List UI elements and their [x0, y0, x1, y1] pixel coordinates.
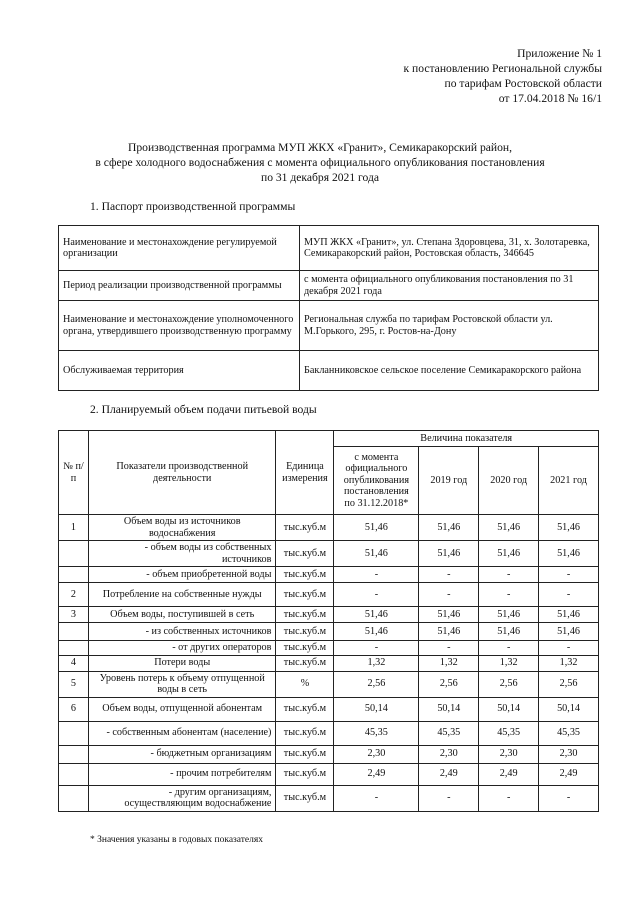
row-value: 45,35	[479, 721, 539, 745]
appendix-line-4: от 17.04.2018 № 16/1	[498, 92, 602, 105]
row-value: 51,46	[479, 607, 539, 623]
passport-table	[58, 225, 599, 391]
table-row	[59, 745, 599, 763]
row-num	[59, 567, 89, 583]
passport-row	[59, 351, 599, 391]
row-value: 2,30	[419, 745, 479, 763]
row-value: -	[419, 785, 479, 811]
row-value: 51,46	[419, 515, 479, 541]
row-indicator: Объем воды, поступившей в сеть	[88, 607, 276, 623]
row-value: -	[479, 567, 539, 583]
row-value: 1,32	[479, 655, 539, 671]
row-value: 51,46	[334, 541, 419, 567]
row-value: 51,46	[539, 607, 599, 623]
title-line-3: по 31 декабря 2021 года	[260, 171, 380, 184]
row-value: -	[419, 583, 479, 607]
header-col-2019: 2019 год	[419, 447, 479, 515]
row-num: 4	[59, 655, 89, 671]
row-value: 51,46	[419, 541, 479, 567]
row-num	[59, 641, 89, 656]
row-value: -	[419, 567, 479, 583]
passport-label: Наименование и местонахождение регулируемой организации	[59, 226, 300, 271]
row-unit: тыс.куб.м	[276, 583, 334, 607]
row-value: 51,46	[419, 623, 479, 641]
table-row	[59, 641, 599, 656]
table-row	[59, 763, 599, 785]
row-value: -	[419, 641, 479, 656]
row-value: 2,30	[334, 745, 419, 763]
appendix-line-2: к постановлению Региональной службы	[403, 62, 602, 75]
passport-value: МУП ЖКХ «Гранит», ул. Степана Здоровцева, 31, х. Золотаревка, Семикаракорский район, Ростовская область, 346645	[300, 226, 599, 271]
row-indicator: - объем приобретенной воды	[88, 567, 276, 583]
passport-value: Бакланниковское сельское поселение Семикаракорского района	[300, 351, 599, 391]
row-indicator: - бюджетным организациям	[88, 745, 276, 763]
title-line-1: Производственная программа МУП ЖКХ «Гранит», Семикаракорский район,	[127, 141, 513, 154]
table-row	[59, 541, 599, 567]
row-indicator: - объем воды из собственных источников	[88, 541, 276, 567]
row-num: 5	[59, 671, 89, 697]
row-value: 51,46	[479, 623, 539, 641]
row-value: 51,46	[539, 515, 599, 541]
row-unit: тыс.куб.м	[276, 623, 334, 641]
row-value: 50,14	[479, 697, 539, 721]
row-unit: тыс.куб.м	[276, 541, 334, 567]
table-row	[59, 515, 599, 541]
row-indicator: - прочим потребителям	[88, 763, 276, 785]
appendix-line-1: Приложение № 1	[517, 47, 602, 60]
passport-row	[59, 301, 599, 351]
header-col-2021: 2021 год	[539, 447, 599, 515]
row-value: 51,46	[334, 607, 419, 623]
table-row	[59, 567, 599, 583]
row-value: 2,30	[479, 745, 539, 763]
row-indicator: Объем воды из источников водоснабжения	[88, 515, 276, 541]
row-value: 51,46	[539, 541, 599, 567]
passport-label: Обслуживаемая территория	[59, 351, 300, 391]
row-indicator: Потребление на собственные нужды	[88, 583, 276, 607]
row-indicator: - от других операторов	[88, 641, 276, 656]
row-num: 2	[59, 583, 89, 607]
row-indicator: - собственным абонентам (население)	[88, 721, 276, 745]
row-unit: тыс.куб.м	[276, 607, 334, 623]
title-line-2: в сфере холодного водоснабжения с момента официального опубликования постановления	[95, 156, 545, 169]
row-num: 3	[59, 607, 89, 623]
passport-value: Региональная служба по тарифам Ростовской области ул. М.Горького, 295, г. Ростов-на-Дону	[300, 301, 599, 351]
row-value: -	[479, 641, 539, 656]
header-col-2020: 2020 год	[479, 447, 539, 515]
passport-label: Наименование и местонахождение уполномоченного органа, утвердившего производственную программу	[59, 301, 300, 351]
passport-row	[59, 226, 599, 271]
row-value: 2,49	[479, 763, 539, 785]
row-unit: тыс.куб.м	[276, 763, 334, 785]
row-value: 1,32	[419, 655, 479, 671]
row-value: -	[539, 567, 599, 583]
section-1-heading: 1. Паспорт производственной программы	[90, 200, 296, 213]
row-num: 6	[59, 697, 89, 721]
row-value: -	[334, 567, 419, 583]
row-indicator: - из собственных источников	[88, 623, 276, 641]
header-row-1	[59, 431, 599, 447]
row-value: -	[334, 583, 419, 607]
row-value: -	[539, 583, 599, 607]
table-row	[59, 671, 599, 697]
row-value: 51,46	[334, 623, 419, 641]
row-indicator: Потери воды	[88, 655, 276, 671]
header-indicator: Показатели производственной деятельности	[88, 431, 276, 515]
passport-value: с момента официального опубликования постановления по 31 декабря 2021 года	[300, 271, 599, 301]
row-unit: тыс.куб.м	[276, 515, 334, 541]
table-row	[59, 721, 599, 745]
row-num	[59, 623, 89, 641]
row-value: 51,46	[479, 515, 539, 541]
row-value: 2,56	[539, 671, 599, 697]
row-num: 1	[59, 515, 89, 541]
table-row	[59, 607, 599, 623]
row-value: 2,49	[539, 763, 599, 785]
table-body	[59, 515, 599, 812]
row-indicator: - другим организациям, осуществляющим водоснабжение	[88, 785, 276, 811]
row-value: 50,14	[539, 697, 599, 721]
passport-label: Период реализации производственной программы	[59, 271, 300, 301]
row-indicator: Уровень потерь к объему отпущенной воды в сеть	[88, 671, 276, 697]
row-indicator: Объем воды, отпущенной абонентам	[88, 697, 276, 721]
row-value: 50,14	[419, 697, 479, 721]
row-value: 2,49	[334, 763, 419, 785]
document-title	[40, 140, 600, 185]
row-value: 2,56	[419, 671, 479, 697]
row-unit: тыс.куб.м	[276, 641, 334, 656]
row-value: 45,35	[419, 721, 479, 745]
appendix-reference	[404, 46, 603, 106]
row-unit: тыс.куб.м	[276, 697, 334, 721]
table-row	[59, 785, 599, 811]
row-unit: тыс.куб.м	[276, 655, 334, 671]
row-value: 2,56	[479, 671, 539, 697]
row-value: 2,30	[539, 745, 599, 763]
row-unit: тыс.куб.м	[276, 745, 334, 763]
row-value: 50,14	[334, 697, 419, 721]
row-num	[59, 785, 89, 811]
row-num	[59, 763, 89, 785]
water-volume-table	[58, 430, 599, 812]
row-value: 45,35	[334, 721, 419, 745]
row-value: 2,49	[419, 763, 479, 785]
table-row	[59, 623, 599, 641]
row-unit: тыс.куб.м	[276, 785, 334, 811]
row-num	[59, 721, 89, 745]
section-2-heading: 2. Планируемый объем подачи питьевой воды	[90, 403, 317, 416]
row-value: -	[539, 785, 599, 811]
row-unit: тыс.куб.м	[276, 567, 334, 583]
table-row	[59, 697, 599, 721]
row-unit: тыс.куб.м	[276, 721, 334, 745]
row-value: 2,56	[334, 671, 419, 697]
row-value: -	[479, 785, 539, 811]
row-value: -	[334, 785, 419, 811]
row-value: 51,46	[539, 623, 599, 641]
row-num	[59, 745, 89, 763]
table-row	[59, 655, 599, 671]
header-unit: Единица измерения	[276, 431, 334, 515]
header-num: № п/п	[59, 431, 89, 515]
passport-row	[59, 271, 599, 301]
row-value: 1,32	[539, 655, 599, 671]
header-value-group: Величина показателя	[334, 431, 599, 447]
row-value: 51,46	[419, 607, 479, 623]
row-num	[59, 541, 89, 567]
row-unit: %	[276, 671, 334, 697]
row-value: 45,35	[539, 721, 599, 745]
row-value: 51,46	[334, 515, 419, 541]
appendix-line-3: по тарифам Ростовской области	[444, 77, 602, 90]
row-value: -	[539, 641, 599, 656]
row-value: -	[479, 583, 539, 607]
header-col-period: с момента официального опубликования постановления по 31.12.2018*	[334, 447, 419, 515]
row-value: 1,32	[334, 655, 419, 671]
table-row	[59, 583, 599, 607]
row-value: 51,46	[479, 541, 539, 567]
row-value: -	[334, 641, 419, 656]
footnote: * Значения указаны в годовых показателях	[90, 835, 264, 845]
